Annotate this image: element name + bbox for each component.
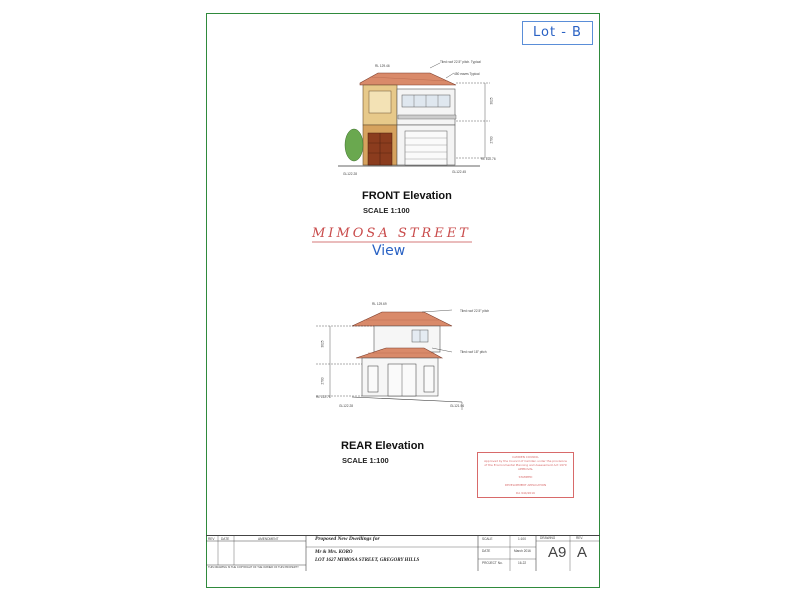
- lot-label: Lot - B: [522, 21, 593, 45]
- stamp-line: Approved by the Council of Camden under the provisions: [484, 459, 567, 463]
- stamp-line: APPROVAL: [517, 467, 534, 471]
- stamp-line: DEVELOPMENT APPLICATION: [504, 483, 547, 487]
- tb-drawing-value: A9: [548, 544, 567, 561]
- front-note-roof: Tiled roof 22.5° pitch. Typical: [440, 60, 481, 64]
- rear-dim-upper: 3025: [320, 340, 325, 348]
- front-gl-left: GL122.28: [343, 172, 358, 176]
- tb-scale-label: SCALE: [482, 537, 493, 541]
- tb-header-rev: REV: [208, 537, 215, 541]
- front-elevation-title: FRONT Elevation: [362, 190, 452, 202]
- tb-scale-value: 1:100: [518, 537, 526, 541]
- stamp-line: CAMDEN COUNCIL: [512, 455, 539, 459]
- tb-header-amendment: AMENDMENT: [258, 537, 279, 541]
- stamp-line: STAMPED: [518, 475, 533, 479]
- rear-note-roof-lower: Tiled roof 18° pitch: [460, 350, 487, 354]
- tb-date-label: DATE: [482, 549, 491, 553]
- view-label: View: [372, 243, 406, 259]
- tb-drawing-label: DRAWING: [540, 536, 556, 540]
- tb-project-label: PROJECT No.: [482, 561, 503, 565]
- tb-client: Mr & Mrs. KORO: [315, 550, 353, 555]
- tb-date-value: March 2016: [514, 549, 531, 553]
- tb-project-value: 16-22: [518, 561, 527, 565]
- tb-rev-value: A: [577, 544, 588, 561]
- front-elevation-drawing: [330, 55, 520, 185]
- stamp-line: DA 944/2016: [516, 491, 535, 495]
- tb-copyright-note: THIS DRAWING IS THE COPYRIGHT OF THE OWNER OF THIS PROPERTY: [208, 566, 299, 569]
- tb-rev-label: REV.: [576, 536, 584, 540]
- street-name-label: MIMOSA STREET: [312, 226, 471, 241]
- rear-rl-floor: RL 122.76: [316, 395, 331, 399]
- front-dim-lower: 2700: [489, 136, 494, 144]
- front-dim-upper: 3025: [489, 97, 494, 105]
- council-approval-stamp: [477, 452, 574, 498]
- front-gl-right: GL122.45: [452, 170, 467, 174]
- front-rl-top: RL 129.46: [375, 64, 390, 68]
- front-elevation-scale: SCALE 1:100: [363, 206, 410, 215]
- rear-gl-left: GL122.28: [339, 404, 354, 408]
- front-note-eaves: 450 eaves Typical: [454, 72, 480, 76]
- stamp-line: of the Environmental Planning and Assessment Act 1979: [484, 463, 567, 467]
- rear-dim-lower: 2700: [320, 377, 325, 385]
- rear-note-roof-upper: Tiled roof 22.5° pitch: [460, 309, 490, 313]
- rear-rl-top: RL 129.69: [372, 302, 387, 306]
- tb-project-heading: Proposed New Dwellings for: [315, 536, 380, 542]
- rear-gl-right: GL121.94: [450, 404, 465, 408]
- rear-elevation-scale: SCALE 1:100: [342, 456, 389, 465]
- tb-address: LOT 1627 MIMOSA STREET, GREGORY HILLS: [315, 558, 420, 563]
- rear-elevation-title: REAR Elevation: [341, 440, 425, 452]
- rear-elevation-drawing: [312, 300, 512, 415]
- front-rl-floor: RL 122.76: [481, 157, 496, 161]
- tb-header-date: DATE: [221, 537, 230, 541]
